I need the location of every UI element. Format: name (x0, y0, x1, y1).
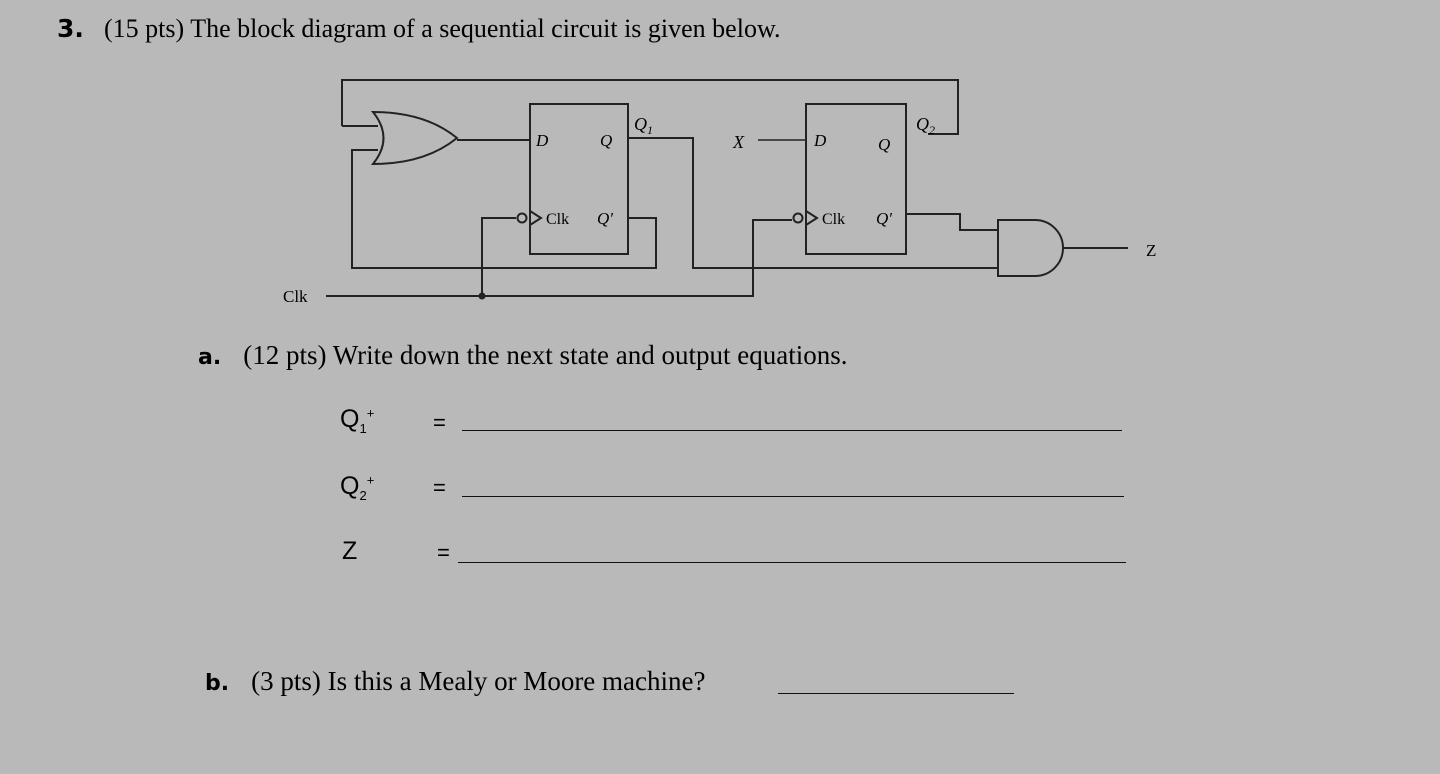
part-a-prompt (198, 340, 848, 371)
equation-z-label: Z (342, 537, 358, 565)
answer-blank-q2[interactable] (462, 496, 1124, 497)
clk2-bubble (794, 214, 803, 223)
clk-junction-dot (479, 293, 486, 300)
ff2-clk-label: Clk (822, 211, 846, 228)
answer-blank-machine-type[interactable] (778, 693, 1014, 694)
clk-input-label: Clk (283, 287, 308, 306)
clk1-triangle (530, 211, 541, 225)
ff2-q-label: Q (878, 135, 891, 154)
q1-output-wire (628, 138, 753, 268)
ff1-clk-label: Clk (546, 211, 570, 228)
clk2-triangle (806, 211, 817, 225)
clk-line (326, 220, 792, 296)
flip-flop-2 (806, 104, 906, 254)
equation-q2-label: $Q_2^+$ (340, 472, 375, 503)
part-b-letter: b. (205, 671, 230, 696)
ff1-qbar-label: Q' (597, 209, 613, 228)
and-gate (998, 220, 1063, 276)
ff1-d-label: D (536, 131, 549, 150)
qbar2-to-and-wire (906, 214, 998, 230)
q2-output-label: $Q_2$ (916, 114, 935, 137)
or-gate-1 (373, 112, 457, 164)
part-b-text: (3 pts) Is this a Mealy or Moore machine? (251, 666, 706, 696)
ff2-qbar-label: Q' (876, 209, 892, 228)
part-b-prompt (205, 666, 705, 697)
part-a-text: (12 pts) Write down the next state and output equations. (243, 340, 848, 370)
flip-flop-1 (530, 104, 628, 254)
equation-q1-equals: = (433, 410, 446, 435)
clk1-bubble (518, 214, 527, 223)
answer-blank-z[interactable] (458, 562, 1126, 563)
question-header: (15 pts) The block diagram of a sequential circuit is given below. (104, 14, 781, 43)
answer-blank-q1[interactable] (462, 430, 1122, 431)
ff2-d-label: D (814, 131, 827, 150)
ff1-q-label: Q (600, 131, 613, 150)
z-output-label: Z (1146, 241, 1157, 260)
circuit-diagram (0, 0, 1440, 320)
part-a-letter: a. (198, 345, 222, 370)
clk-branch-ff1 (482, 218, 516, 296)
q1-output-label: $Q_1$ (634, 114, 653, 137)
question-number: 3. (57, 14, 84, 43)
x-input-label: X (733, 132, 744, 152)
equation-z-equals: = (437, 540, 450, 565)
equation-q2-equals: = (433, 475, 446, 500)
equation-q1-label: $Q_1^+$ (340, 405, 375, 436)
